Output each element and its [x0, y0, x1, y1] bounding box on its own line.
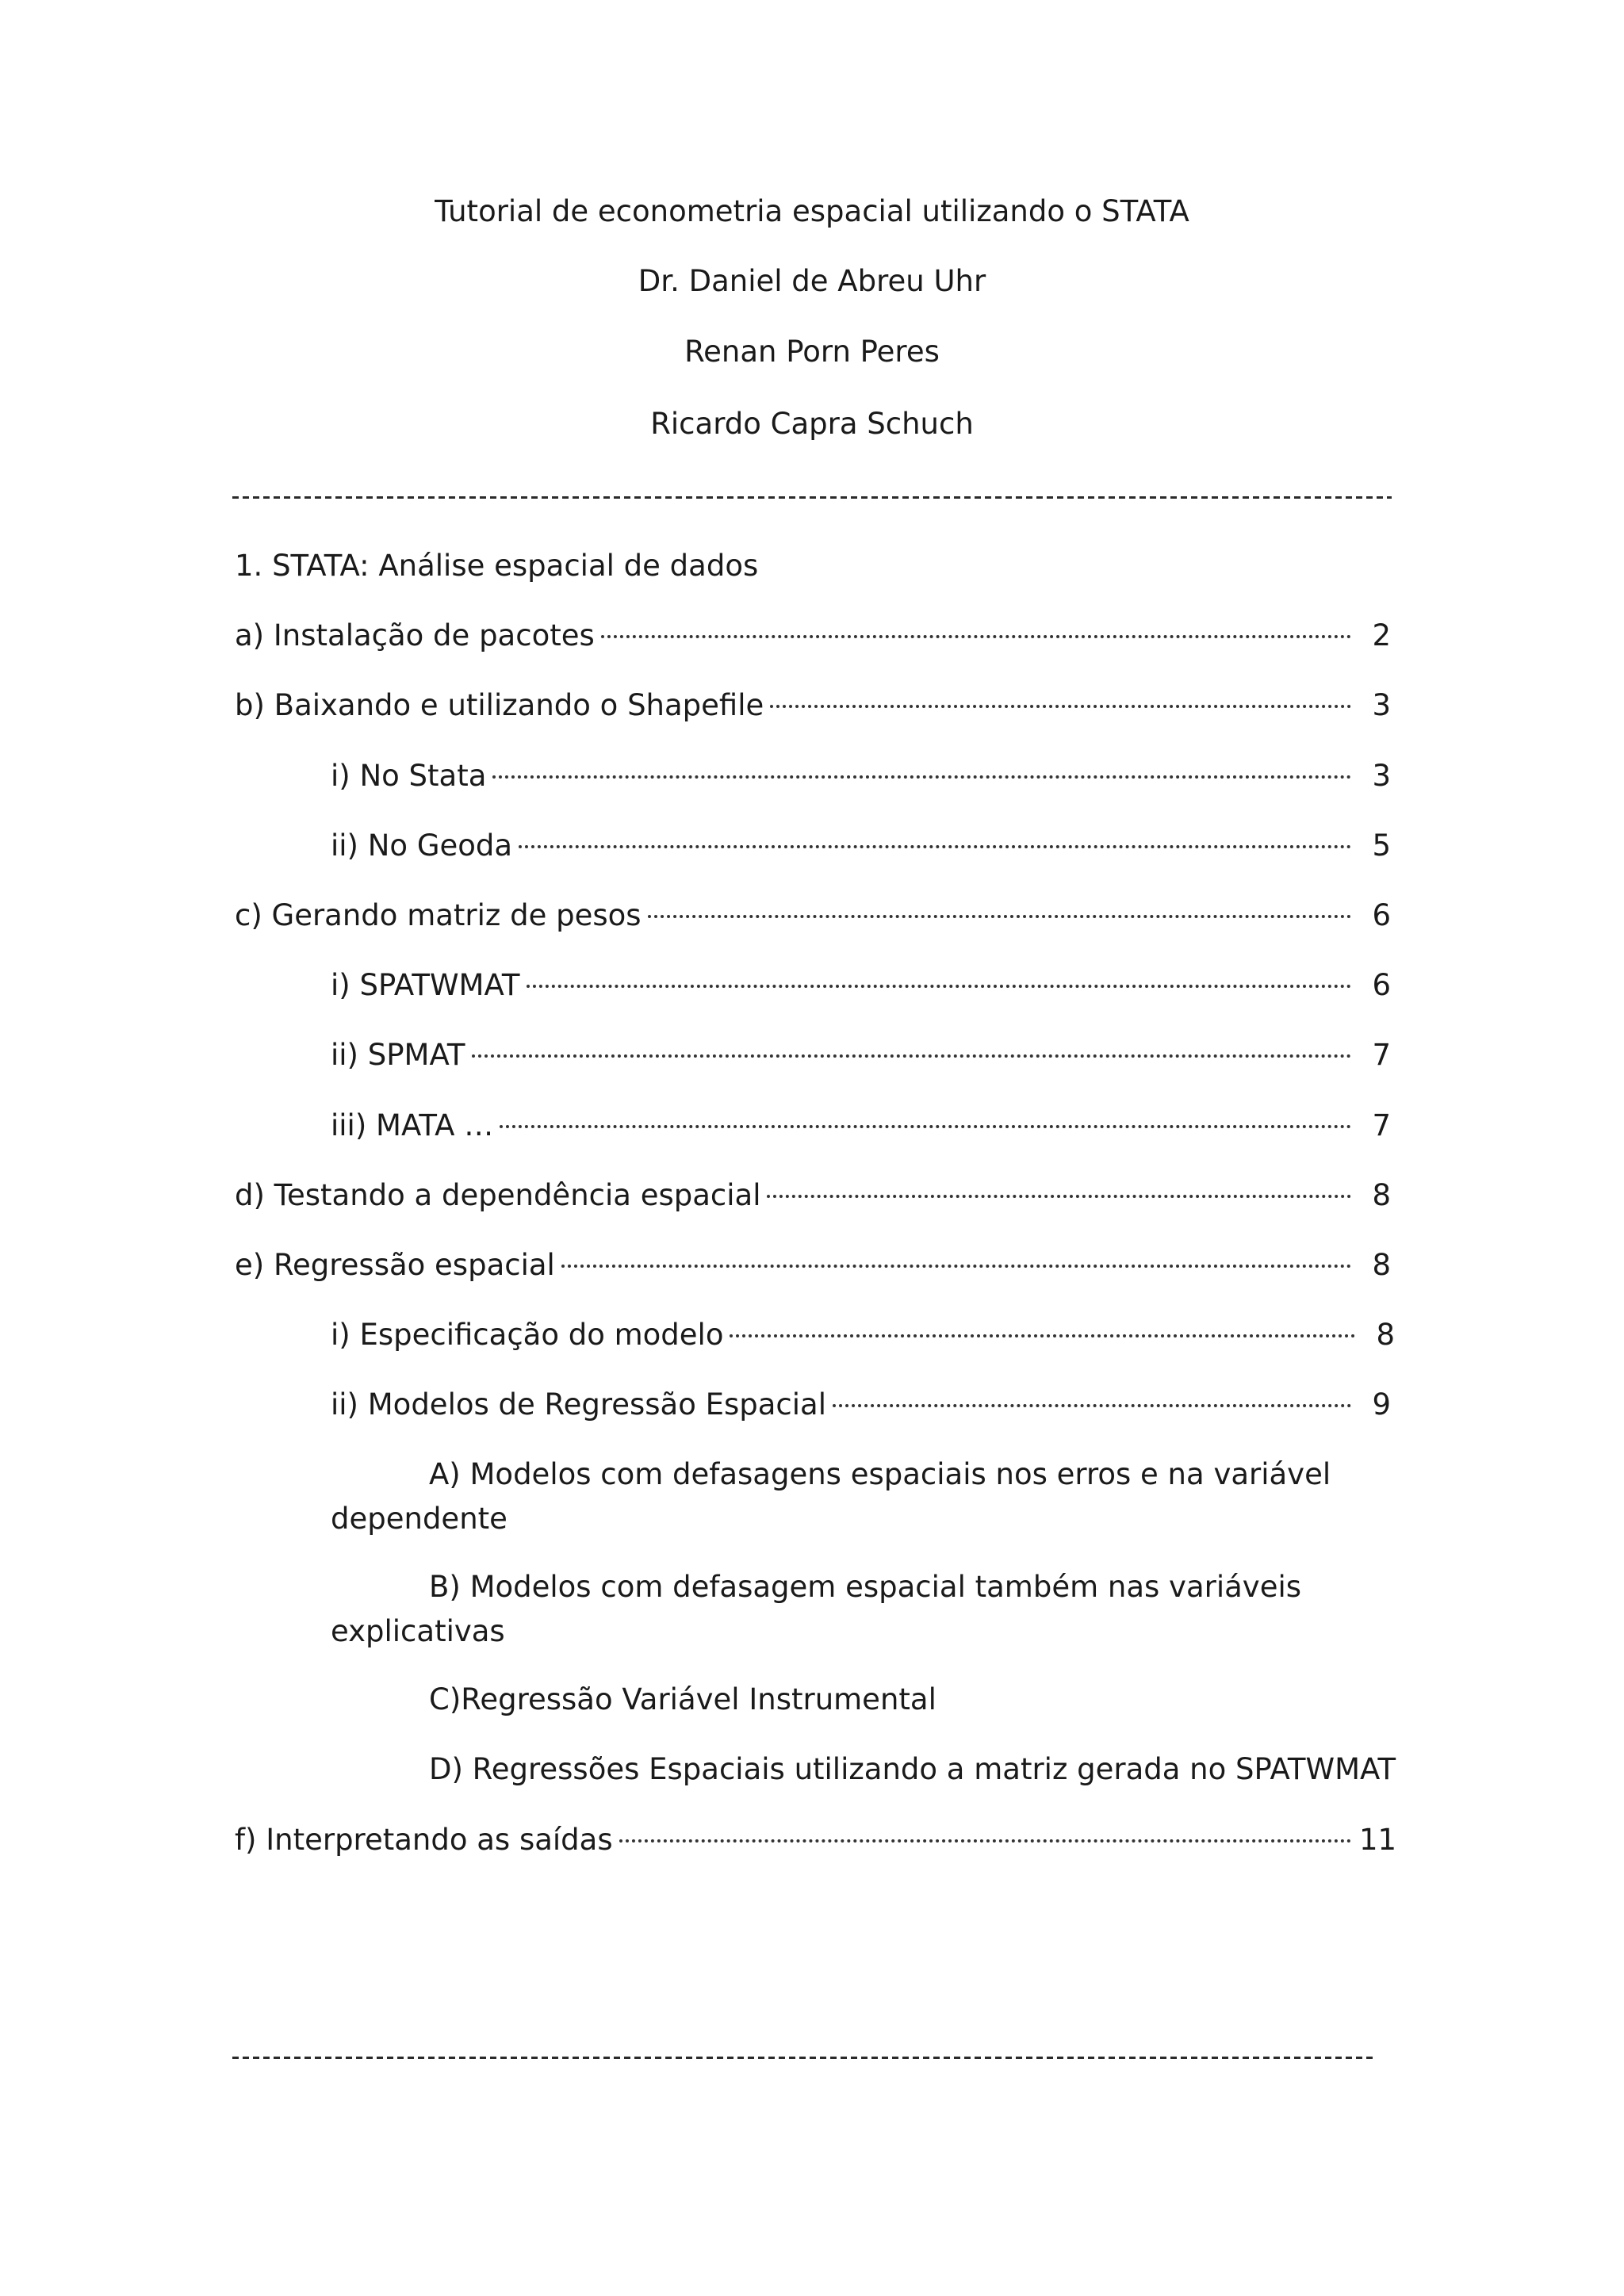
toc-subitem-line: D) Regressões Espaciais utilizando a matriz gerada no SPATWMAT	[429, 1752, 1396, 1786]
toc-section-heading: 1. STATA: Análise espacial de dados	[235, 549, 759, 583]
toc-page-number: 5	[1372, 828, 1391, 863]
toc-entry[interactable]	[235, 687, 1391, 725]
toc-entry[interactable]	[235, 1177, 1391, 1215]
bottom-divider	[232, 2057, 1374, 2059]
toc-page-number: 8	[1372, 1248, 1391, 1282]
toc-page-number: 11	[1359, 1823, 1397, 1857]
dot-leader	[730, 1334, 1355, 1337]
toc-page-number: 3	[1372, 688, 1391, 722]
toc-subitem[interactable]	[331, 1452, 1331, 1541]
toc-entry[interactable]	[331, 1386, 1391, 1424]
toc-entry-label: i) No Stata	[331, 759, 487, 793]
toc-entry-label: ii) No Geoda	[331, 828, 513, 863]
toc-entry-label: b) Baixando e utilizando o Shapefile	[235, 688, 764, 722]
dot-leader	[619, 1839, 1351, 1843]
toc-entry[interactable]	[331, 966, 1391, 1004]
toc-entry-label: a) Instalação de pacotes	[235, 618, 595, 652]
toc-subitem[interactable]	[331, 1565, 1301, 1654]
dot-leader	[492, 775, 1351, 779]
toc-entry-label: ii) SPMAT	[331, 1038, 465, 1072]
toc-subitem[interactable]	[331, 1747, 1396, 1792]
toc-entry-label: e) Regressão espacial	[235, 1248, 555, 1282]
dot-leader	[770, 705, 1351, 708]
top-divider	[232, 496, 1392, 499]
dot-leader	[767, 1195, 1351, 1198]
toc-entry[interactable]	[235, 1246, 1391, 1284]
toc-entry[interactable]	[331, 1036, 1391, 1074]
toc-page-number: 7	[1372, 1038, 1391, 1072]
dot-leader	[833, 1404, 1351, 1407]
toc-entry[interactable]	[331, 1107, 1391, 1145]
toc-entry[interactable]	[331, 757, 1391, 795]
toc-entry-label: iii) MATA …	[331, 1108, 494, 1142]
toc-subitem-line: B) Modelos com defasagem espacial também nas variáveis	[429, 1570, 1302, 1604]
author-1: Dr. Daniel de Abreu Uhr	[638, 264, 986, 298]
toc-subitem-continuation: dependente	[331, 1502, 508, 1536]
toc-page-number: 6	[1372, 968, 1391, 1002]
toc-entry-label: f) Interpretando as saídas	[235, 1823, 613, 1857]
dot-leader	[500, 1125, 1351, 1128]
dot-leader	[519, 845, 1351, 848]
dot-leader	[561, 1265, 1351, 1268]
toc-entry[interactable]	[331, 1316, 1395, 1354]
toc-entry-label: ii) Modelos de Regressão Espacial	[331, 1387, 827, 1422]
toc-subitem-continuation: explicativas	[331, 1614, 505, 1648]
author-3: Ricardo Capra Schuch	[650, 407, 974, 441]
toc-page-number: 3	[1372, 759, 1391, 793]
toc-subitem[interactable]	[331, 1678, 936, 1722]
toc-entry-label: i) Especificação do modelo	[331, 1318, 724, 1352]
dot-leader	[472, 1054, 1351, 1058]
toc-entry[interactable]	[235, 1821, 1397, 1859]
toc-entry[interactable]	[235, 897, 1391, 935]
toc-entry-label: i) SPATWMAT	[331, 968, 520, 1002]
toc-page-number: 9	[1372, 1387, 1391, 1422]
dot-leader	[601, 635, 1351, 638]
toc-page-number: 6	[1372, 898, 1391, 932]
toc-entry-label: c) Gerando matriz de pesos	[235, 898, 642, 932]
toc-entry[interactable]	[331, 827, 1391, 865]
document-title: Tutorial de econometria espacial utilizando o STATA	[435, 194, 1189, 228]
author-2: Renan Porn Peres	[684, 335, 940, 369]
dot-leader	[648, 915, 1351, 918]
dot-leader	[527, 985, 1352, 988]
toc-page-number: 8	[1376, 1318, 1395, 1352]
toc-subitem-line: A) Modelos com defasagens espaciais nos erros e na variável	[429, 1457, 1331, 1491]
toc-page-number: 7	[1372, 1108, 1391, 1142]
toc-entry[interactable]	[235, 617, 1391, 655]
toc-page-number: 8	[1372, 1178, 1391, 1212]
toc-entry-label: d) Testando a dependência espacial	[235, 1178, 761, 1212]
toc-page-number: 2	[1372, 618, 1391, 652]
toc-subitem-line: C)Regressão Variável Instrumental	[429, 1682, 936, 1716]
